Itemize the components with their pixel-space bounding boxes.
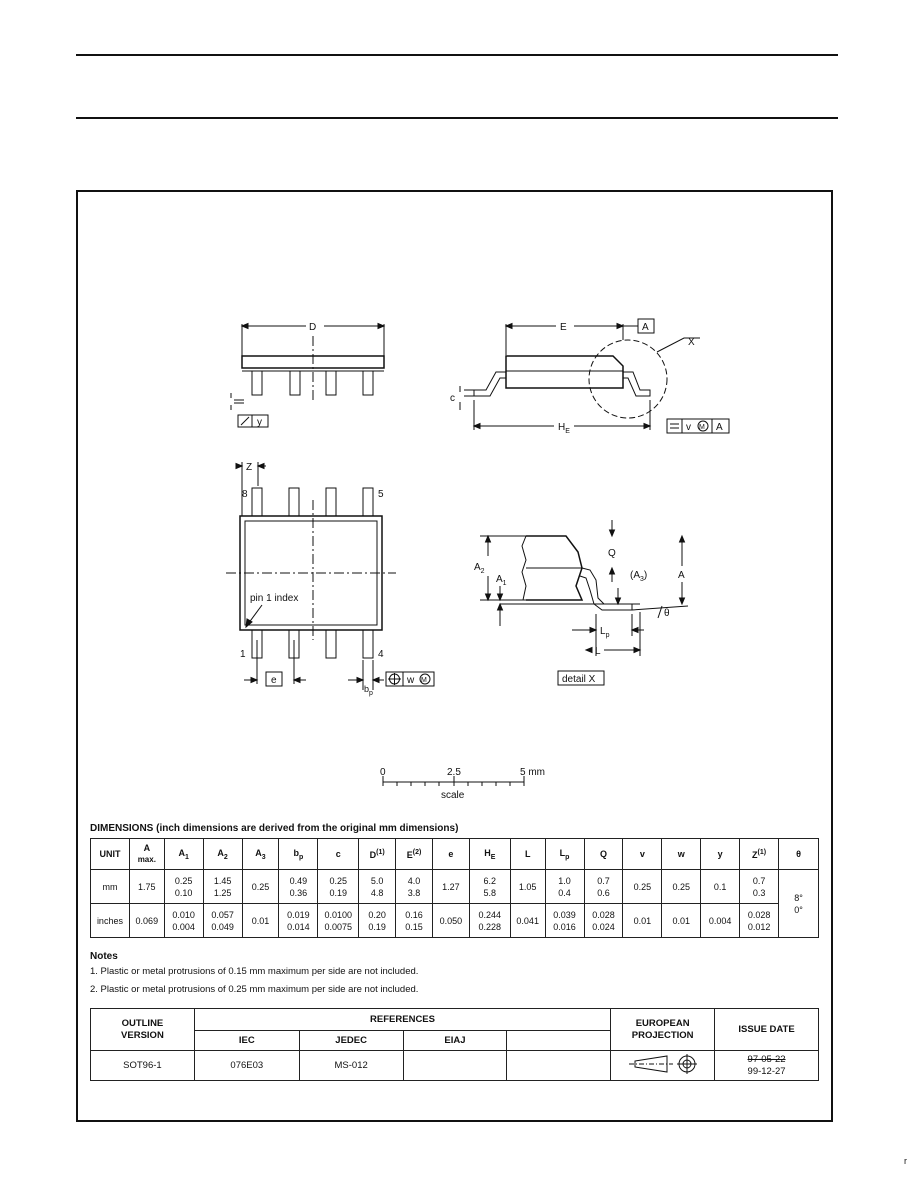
label-M-v: M — [699, 424, 705, 431]
note-1: 1. Plastic or metal protrusions of 0.15 mm maximum per side are not included. — [90, 966, 419, 977]
label-A-v: A — [716, 422, 723, 433]
label-y: y — [257, 417, 262, 428]
label-w: w — [407, 675, 415, 686]
dimensions-title: DIMENSIONS (inch dimensions are derived from the original mm dimensions) — [90, 823, 459, 834]
dim-header-sub-5: p — [298, 853, 304, 861]
scale-tick-2-5: 2.5 — [447, 767, 461, 778]
dim-cell-mm-14: 0.25 — [623, 870, 662, 904]
dim-cell-inches-12: 0.039 0.016 — [545, 904, 584, 938]
dim-header-1: A max. — [129, 839, 164, 870]
dim-cell-inches-15: 0.01 — [662, 904, 701, 938]
dim-cell-inches-9: 0.050 — [432, 904, 469, 938]
dimensions-table — [90, 838, 819, 938]
cell-eiaj — [403, 1051, 507, 1081]
issue-date-new: 99-12-27 — [747, 1065, 786, 1077]
dim-cell-inches-11: 0.041 — [510, 904, 545, 938]
dim-header-sub-4: 3 — [261, 853, 266, 861]
dim-header-5: $b_p$ — [279, 839, 318, 870]
dim-header-sup-7: (1) — [376, 848, 385, 856]
dim-cell-mm-17: 0.7 0.3 — [740, 870, 779, 904]
cell-version: SOT96-1 — [91, 1051, 195, 1081]
label-L: L — [595, 646, 601, 657]
top-view — [226, 462, 434, 697]
dim-header-11: L — [510, 839, 545, 870]
corner-mark: r — [904, 1156, 907, 1166]
note-2: 2. Plastic or metal protrusions of 0.25 mm maximum per side are not included. — [90, 984, 419, 995]
dim-cell-inches-1: 0.069 — [129, 904, 164, 938]
label-pin1-index: pin 1 index — [250, 593, 299, 604]
dim-cell-mm-0: mm — [91, 870, 130, 904]
dim-cell-mm-7: 5.0 4.8 — [359, 870, 396, 904]
label-e: e — [271, 675, 277, 686]
dim-cell-mm-6: 0.25 0.19 — [318, 870, 359, 904]
label-A2: $A_2$ — [474, 562, 485, 575]
label-pin4: 4 — [378, 649, 384, 660]
side-view-end — [450, 319, 729, 435]
dim-header-15: w — [662, 839, 701, 870]
label-A3: $(A_3)$ — [630, 570, 648, 583]
dim-header-10: $H_E$ — [469, 839, 510, 870]
dim-header-sub-12: p — [565, 853, 570, 861]
dim-header-sub-2: 1 — [184, 853, 189, 861]
dim-header-12: $L_p$ — [545, 839, 584, 870]
dim-header-sub-10: E — [490, 853, 496, 861]
header-blank — [507, 1031, 611, 1051]
side-view-front — [231, 322, 384, 428]
header-european-projection: EUROPEAN PROJECTION — [611, 1009, 715, 1051]
header-jedec: JEDEC — [299, 1031, 403, 1051]
dim-cell-inches-4: 0.01 — [242, 904, 279, 938]
dim-header-6: c — [318, 839, 359, 870]
label-Lp: $L_p$ — [600, 626, 610, 639]
label-pin5: 5 — [378, 489, 384, 500]
dim-cell-mm-10: 6.2 5.8 — [469, 870, 510, 904]
label-Q: Q — [608, 548, 616, 559]
label-detail-x: detail X — [562, 674, 596, 685]
dim-header-3: $A_2$ — [203, 839, 242, 870]
scale-label: scale — [441, 790, 465, 801]
issue-date-old: 97-05-22 — [747, 1053, 786, 1065]
dim-header-sup-8: (2) — [412, 848, 422, 856]
header-eiaj: EIAJ — [403, 1031, 507, 1051]
dim-cell-inches-16: 0.004 — [701, 904, 740, 938]
outline-table — [90, 1008, 819, 1081]
dim-cell-inches-13: 0.028 0.024 — [584, 904, 623, 938]
dim-cell-mm-12: 1.0 0.4 — [545, 870, 584, 904]
cell-issue-date — [715, 1051, 819, 1081]
cell-iec: 076E03 — [194, 1051, 299, 1081]
dim-cell-inches-0: inches — [91, 904, 130, 938]
dim-header-18: θ — [779, 839, 819, 870]
dim-cell-inches-10: 0.244 0.228 — [469, 904, 510, 938]
dim-header-note-1: max. — [137, 855, 156, 864]
label-pin1: 1 — [240, 649, 246, 660]
dimensions-header-row — [91, 839, 819, 870]
dim-cell-mm-16: 0.1 — [701, 870, 740, 904]
label-D: D — [309, 322, 317, 333]
dim-cell-mm-4: 0.25 — [242, 870, 279, 904]
dim-cell-mm-13: 0.7 0.6 — [584, 870, 623, 904]
dim-header-13: Q — [584, 839, 623, 870]
dim-cell-theta: 8° 0° — [779, 870, 819, 938]
dimensions-row-inches — [91, 904, 819, 938]
dim-header-sub-3: 2 — [223, 853, 228, 861]
dim-cell-mm-1: 1.75 — [129, 870, 164, 904]
scale-bar — [380, 767, 545, 801]
label-bp: $b_p$ — [364, 684, 373, 697]
dim-cell-mm-8: 4.0 3.8 — [396, 870, 433, 904]
label-pin8: 8 — [242, 489, 248, 500]
dim-cell-mm-3: 1.45 1.25 — [203, 870, 242, 904]
notes-title: Notes — [90, 951, 118, 962]
dim-header-7: $D^{(1)}$ — [359, 839, 396, 870]
header-iec: IEC — [194, 1031, 299, 1051]
dim-cell-inches-6: 0.0100 0.0075 — [318, 904, 359, 938]
dim-cell-inches-3: 0.057 0.049 — [203, 904, 242, 938]
label-M-w: M — [421, 677, 427, 684]
dim-cell-inches-2: 0.010 0.004 — [164, 904, 203, 938]
label-A1: $A_1$ — [496, 574, 507, 587]
header-outline-version: OUTLINE VERSION — [91, 1009, 195, 1051]
dim-cell-mm-15: 0.25 — [662, 870, 701, 904]
dim-header-0: UNIT — [91, 839, 130, 870]
dim-cell-inches-17: 0.028 0.012 — [740, 904, 779, 938]
dim-cell-inches-7: 0.20 0.19 — [359, 904, 396, 938]
dim-cell-mm-9: 1.27 — [432, 870, 469, 904]
label-theta: θ — [664, 608, 670, 619]
cell-blank — [507, 1051, 611, 1081]
dim-cell-mm-2: 0.25 0.10 — [164, 870, 203, 904]
dim-header-14: v — [623, 839, 662, 870]
dimensions-row-mm — [91, 870, 819, 904]
header-references: REFERENCES — [194, 1009, 610, 1031]
header-issue-date: ISSUE DATE — [715, 1009, 819, 1051]
label-E: E — [560, 322, 567, 333]
dim-cell-inches-8: 0.16 0.15 — [396, 904, 433, 938]
label-A-height: A — [678, 570, 685, 581]
dim-header-8: $E^{(2)}$ — [396, 839, 433, 870]
projection-symbol-icon — [623, 1052, 703, 1076]
label-X: X — [688, 337, 695, 348]
dim-cell-mm-5: 0.49 0.36 — [279, 870, 318, 904]
cell-jedec: MS-012 — [299, 1051, 403, 1081]
label-v: v — [686, 422, 691, 433]
dim-header-17: $Z^{(1)}$ — [740, 839, 779, 870]
label-Z: Z — [246, 462, 253, 473]
dim-header-2: $A_1$ — [164, 839, 203, 870]
label-A-datum: A — [642, 322, 649, 333]
label-c: c — [450, 393, 455, 404]
dim-cell-inches-5: 0.019 0.014 — [279, 904, 318, 938]
label-HE: $H_E$ — [558, 422, 570, 435]
scale-tick-0: 0 — [380, 767, 386, 778]
dim-header-sup-17: (1) — [757, 848, 767, 856]
dim-header-16: y — [701, 839, 740, 870]
dim-cell-mm-11: 1.05 — [510, 870, 545, 904]
cell-projection — [611, 1051, 715, 1081]
scale-tick-5: 5 mm — [520, 767, 545, 778]
detail-x — [474, 520, 688, 685]
dim-cell-inches-14: 0.01 — [623, 904, 662, 938]
dim-header-4: $A_3$ — [242, 839, 279, 870]
dim-header-9: e — [432, 839, 469, 870]
